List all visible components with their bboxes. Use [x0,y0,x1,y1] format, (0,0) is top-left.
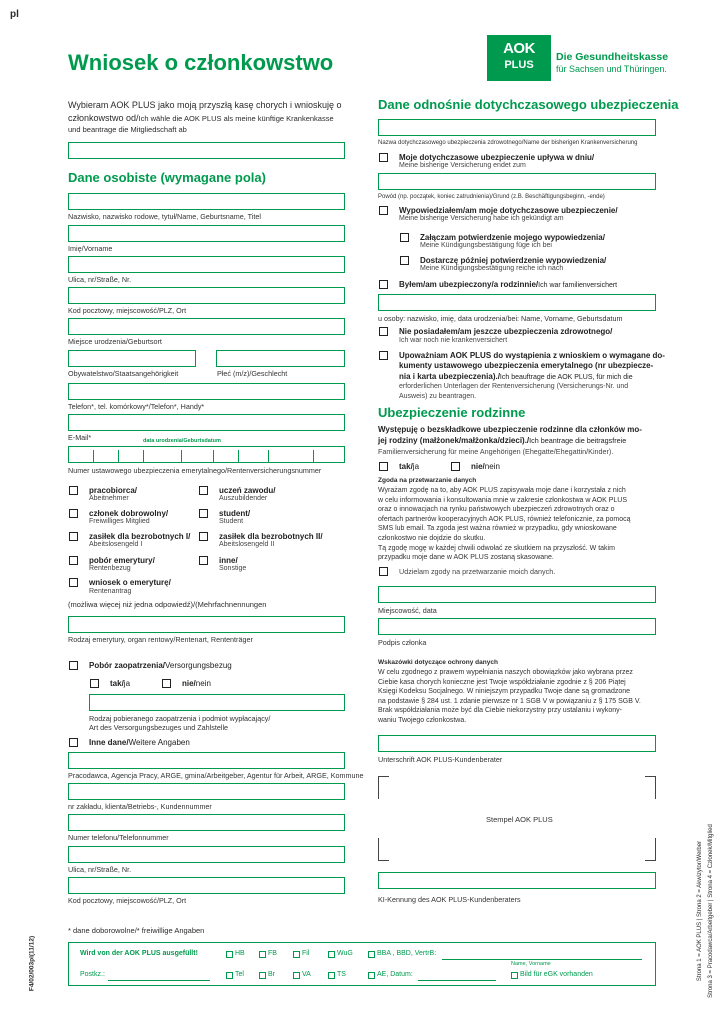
other-data-de: Weitere Angaben [128,738,190,747]
family-question-2 [378,436,626,445]
intro-line-2-pl: członkowstwo od/ [68,113,139,123]
insurance-ends-label: Moje dotychczasowe ubezpieczenie upływa w dniu/ [399,153,595,162]
adviser-signature-label: Unterschrift AOK PLUS-Kundenberater [378,755,503,764]
status-voluntary-sub: Freiwilliges Mitglied [89,518,150,525]
family-insured-field[interactable] [378,294,656,311]
later-confirmation-checkbox[interactable] [400,256,409,265]
never-insured-checkbox[interactable] [379,327,388,336]
pension-org-label: Rodzaj emerytury, organ rentowy/Rentenart, Rententräger [68,635,253,644]
consent-line: członkostwo nie dojdzie do skutku. [378,534,486,542]
status-employee-label: pracobiorca/ [89,486,138,495]
other-data-label [89,738,190,747]
cancelled-label: Wypowiedziałem/am moje dotychczasowe ubezpieczenie/ [399,206,618,215]
authorize-line-2: kumenty ustawowego ubezpieczenia emerytalnego (nr ubezpiecze- [399,361,654,370]
ae-checkbox[interactable] [368,972,375,979]
consent-checkbox-label: Udzielam zgody na przetwarzanie moich danych. [399,567,556,576]
family-insured-pl: Byłem/am ubezpieczony/a rodzinnie/ [399,280,539,289]
status-unemployed-2-label: zasiłek dla bezrobotnych II/ [219,532,323,541]
status-pension-application-label: wniosek o emeryturę/ [89,578,171,587]
street-field[interactable] [68,256,345,273]
first-name-field[interactable] [68,225,345,242]
consent-line: ofertach partnerów kooperacyjnych AOK PLUS, również telefonicznie, za pomocą [378,515,631,523]
status-checkbox-unemployed-2[interactable] [199,532,208,541]
logo-tagline-1: Die Gesundheitskasse [556,51,669,63]
postkz-label: Postkz.: [80,971,105,978]
privacy-line: Księgi Kodeksu Socjalnego. W niniejszym przypadku Twoje dane są gromadzone [378,688,631,696]
support-yes-label [110,679,130,688]
code-hb-checkbox[interactable] [226,951,233,958]
bba-line [442,959,642,960]
family-insured-label [399,280,617,289]
company-number-field[interactable] [68,783,345,800]
code-va-checkbox[interactable] [293,972,300,979]
family-no-checkbox[interactable] [451,462,460,471]
privacy-line: Ciebie kasa chorych konieczne jest Twoje współdziałanie zgodnie z § 206 Piątej [378,678,626,686]
family-no-pl: nie/ [471,462,485,471]
never-insured-label: Nie posiadałem/am jeszcze ubezpieczenia zdrowotnego/ [399,327,613,336]
family-no-de: nein [484,462,500,471]
support-no-de: nein [195,679,211,688]
previous-insurance-label: Nazwa dotychczasowego ubezpieczenia zdrowotnego/Name der bisherigen Krankenversicherung [378,140,638,146]
support-no-pl: nie/ [182,679,196,688]
birthplace-label: Miejsce urodzenia/Geburtsort [68,337,162,346]
gender-field[interactable] [216,350,345,367]
authorize-line-5: Ausweis) zu beantragen. [399,393,477,400]
name-field[interactable] [68,193,345,210]
code-br-checkbox[interactable] [259,972,266,979]
postal-field[interactable] [68,287,345,304]
privacy-line: W celu zgodnego z prawem wypełniania naszych obowiązków jako wybrana przez [378,669,633,676]
form-code: F4/02/003pl(11/12) [28,935,36,992]
street-label: Ulica, nr/Straße, Nr. [68,275,132,284]
ki-label: KI-Kennung des AOK PLUS-Kundenberaters [378,895,521,904]
consent-line: Wyrażam zgodę na to, aby AOK PLUS zapisywała moje dane i korzystała z nich [378,487,626,494]
status-unemployed-1-sub: Abeitslosengeld I [89,541,143,548]
family-no-label [471,462,500,471]
ki-field[interactable] [378,872,656,889]
family-question-2-de: Ich beantrage die beitragsfreie [529,436,627,445]
place-date-label: Miejscowość, data [378,606,437,615]
family-question-3: Familienversicherung für meine Angehörigen (Ehegatte/Ehegattin/Kinder). [378,447,614,456]
code-fb-label: FB [268,950,277,957]
membership-date-field[interactable] [68,142,345,159]
email-label: E-Mail* [68,433,92,442]
status-pension-sub: Rentenbezug [89,565,131,572]
attach-confirmation-sub: Meine Kündigungsbestätigung füge ich bei [420,242,552,249]
adviser-signature-field[interactable] [378,735,656,752]
logo-bottom: PLUS [504,59,534,71]
later-confirmation-label: Dostarczę później potwierdzenie wypowiedzenia/ [420,256,607,265]
employer-label: Pracodawca, Agencja Pracy, ARGE, gmina/Arbeitgeber, Agentur für Arbeit, ARGE, Kommune [68,771,364,780]
bba-checkbox[interactable] [368,951,375,958]
phone-number-field[interactable] [68,814,345,831]
aok-logo [487,35,551,81]
consent-title: Zgoda na przetwarzanie danych [378,477,477,484]
pension-number-dividers [68,446,345,463]
egk-label: Bild für eGK vorhanden [520,971,593,978]
status-apprentice-sub: Auszubildender [219,495,268,502]
company-number-label: nr zakładu, klienta/Betriebs-, Kundennummer [68,802,212,811]
logo-tagline-2: für Sachsen und Thüringen. [556,64,667,74]
citizenship-field[interactable] [68,350,196,367]
family-insured-field-label: u osoby: nazwisko, imię, data urodzenia/bei: Name, Vorname, Geburtsdatum [378,314,623,323]
status-checkbox-pension-application[interactable] [69,578,78,587]
support-yes-pl: tak/ [110,679,124,688]
postal-label: Kod pocztowy, miejscowość/PLZ, Ort [68,306,187,315]
status-apprentice-label: uczeń zawodu/ [219,486,276,495]
copies-note-2: Strona 3 = Pracodawca/Arbeitgeber | Strona 4 = Członek/Mitglied [708,824,714,998]
intro-line-3: und beantrage die Mitgliedschaft ab [68,125,187,134]
previous-insurance-field[interactable] [378,119,656,136]
intro-line-1: Wybieram AOK PLUS jako moją przyszłą kasę chorych i wnioskuję o [68,100,342,110]
status-pension-application-sub: Rentenantrag [89,588,132,595]
first-name-label: Imię/Vorname [68,244,113,253]
later-confirmation-sub: Meine Kündigungsbestätigung reiche ich nach [420,265,564,272]
support-type-field[interactable] [89,694,345,711]
privacy-line: waniu Twojego członkostwa. [378,716,467,724]
office-use-title: Wird von der AOK PLUS ausgefüllt! [80,950,198,957]
postkz-line [108,980,210,981]
reason-field[interactable] [378,173,656,190]
gender-label: Płeć (m/z)/Geschlecht [217,369,288,378]
family-insured-checkbox[interactable] [379,280,388,289]
code-wug-checkbox[interactable] [328,951,335,958]
pension-number-label: Numer ustawowego ubezpieczenia emerytalnego/Rentenversicherungsnummer [68,466,322,475]
code-fil-checkbox[interactable] [293,951,300,958]
code-fil-label: Fil [302,950,310,957]
status-unemployed-1-label: zasiłek dla bezrobotnych I/ [89,532,191,541]
phone-label: Telefon*, tel. komórkowy*/Telefon*, Handy* [68,402,205,411]
support-label-de: Versorgungsbezug [165,661,232,670]
authorize-line-1: Upoważniam AOK PLUS do wystąpienia z wnioskiem o wymagane do- [399,351,665,360]
code-ts-label: TS [337,971,346,978]
postal-2-label: Kod pocztowy, miejscowość/PLZ, Ort [68,896,187,905]
family-question-2-pl: jej rodziny (małżonek/małżonka/dzieci)./ [378,436,530,445]
intro-line-2-de: Ich wähle die AOK PLUS als meine künftige Krankenkasse [138,114,334,123]
family-yes-label [399,462,419,471]
other-data-pl: Inne dane/ [89,738,129,747]
multi-answer-note: (możliwa więcej niż jedna odpowiedź)/(Mehrfachnennungen [68,600,267,609]
support-type-label-2: Art des Versorgungsbezuges und Zahlstelle [89,723,229,732]
code-fb-checkbox[interactable] [259,951,266,958]
code-hb-label: HB [235,950,245,957]
support-type-label-1: Rodzaj pobieranego zaopatrzenia i podmiot wypłacający/ [89,714,271,723]
consent-line: SMS lub email. Ta zgoda jest ważna również w przypadku, gdy wnioskowane [378,525,617,533]
language-tag: pl [10,9,19,20]
ae-label: AE, Datum: [377,971,413,978]
place-date-field[interactable] [378,586,656,603]
family-yes-pl: tak/ [399,462,413,471]
phone-field[interactable] [68,383,345,400]
status-checkbox-other[interactable] [199,556,208,565]
page-title: Wniosek o członkowstwo [68,50,334,75]
consent-line: Tą zgodę mogę w każdej chwili odwołać ze skutkiem na przyszłość. W takim [378,544,615,552]
insurance-heading: Dane odnośnie dotychczasowego ubezpieczenia [378,97,679,112]
support-label [89,661,232,670]
birthplace-field[interactable] [68,318,345,335]
family-insurance-heading: Ubezpieczenie rodzinne [378,405,526,420]
egk-checkbox[interactable] [511,972,518,979]
status-other-sub: Sonstige [219,565,247,572]
family-yes-checkbox[interactable] [379,462,388,471]
status-student-label: student/ [219,509,251,518]
support-no-label [182,679,211,688]
status-checkbox-unemployed-1[interactable] [69,532,78,541]
name-vorname-label: Name, Vorname [511,961,551,967]
status-checkbox-student[interactable] [199,509,208,518]
privacy-line: Brak współdziałania może być dla Ciebie niekorzystny przy ustalaniu i wykony- [378,707,622,715]
support-yes-checkbox[interactable] [90,679,99,688]
consent-line: w celu informowania i konsultowania mnie w zakresie członkostwa w AOK PLUS [378,496,627,504]
email-field[interactable] [68,414,345,431]
code-ts-checkbox[interactable] [328,972,335,979]
insurance-ends-sub: Meine bisherige Versicherung endet zum [399,162,526,169]
status-voluntary-label: członek dobrowolny/ [89,509,169,518]
ae-line [418,980,496,981]
consent-line: oraz o innowacjach na rynku państwowych ubezpieczeń zdrowotnych oraz o [378,506,615,514]
status-checkbox-apprentice[interactable] [199,486,208,495]
signature-label: Podpis członka [378,638,427,647]
stamp-label: Stempel AOK PLUS [486,815,553,824]
postal-2-field[interactable] [68,877,345,894]
status-pension-label: pobór emerytury/ [89,556,155,565]
code-tel-checkbox[interactable] [226,972,233,979]
status-checkbox-pension[interactable] [69,556,78,565]
never-insured-sub: Ich war noch nie krankenversichert [399,337,508,344]
code-br-label: Br [268,971,275,978]
other-data-checkbox[interactable] [69,738,78,747]
authorize-line-3-pl: nia i karta ubezpieczenia)./ [399,372,500,381]
insurance-ends-checkbox[interactable] [379,153,388,162]
cancelled-sub: Meine bisherige Versicherung habe ich gekündigt am [399,215,564,222]
status-student-sub: Student [219,518,244,525]
family-question-1: Występuję o bezskładkowe ubezpieczenie rodzinne dla członków mo- [378,425,642,434]
intro-line-2 [68,113,334,123]
privacy-title: Wskazówki dotyczące ochrony danych [378,659,498,666]
authorize-line-3 [399,372,633,381]
citizenship-label: Obywatelstwo/Staatsangehörigkeit [68,369,179,378]
personal-data-heading: Dane osobiste (wymagane pola) [68,170,266,185]
signature-field[interactable] [378,618,656,635]
family-insured-de: Ich war familienversichert [538,282,618,289]
pension-org-field[interactable] [68,616,345,633]
phone-number-label: Numer telefonu/Telefonnummer [68,833,169,842]
privacy-text [378,668,663,726]
copies-note-1: Strona 1 = AOK PLUS | Strona 2 = Akwizytor/Werber [697,840,703,982]
support-label-pl: Pobór zaopatrzenia/ [89,661,166,670]
family-yes-de: ja [412,462,420,471]
consent-text [378,486,663,563]
consent-line: przypadku moje dane w AOK PLUS zostaną skasowane. [378,554,554,562]
status-other-label: inne/ [219,556,238,565]
authorize-line-3-de: Ich beauftrage die AOK PLUS, für mich die [499,374,633,381]
authorize-line-4: erforderlichen Unterlagen der Rentenversicherung (Versicherungs-Nr. und [399,383,629,390]
logo-top: AOK [503,40,535,57]
support-no-checkbox[interactable] [162,679,171,688]
employer-field[interactable] [68,752,345,769]
code-tel-label: Tel [235,971,244,978]
authorize-checkbox[interactable] [379,351,388,360]
status-checkbox-employee[interactable] [69,486,78,495]
name-label: Nazwisko, nazwisko rodowe, tytuł/Name, Geburtsname, Titel [68,212,261,221]
street-2-label: Ulica, nr/Straße, Nr. [68,865,132,874]
code-va-label: VA [302,971,311,978]
dob-hint: data urodzenia/Geburtsdatum [143,438,221,444]
code-wug-label: WuG [337,950,353,957]
privacy-line: na podstawie § 284 ust. 1 zdanie pierwsze nr 1 SGB V w powiązaniu z § 175 SGB V. [378,697,641,705]
footnote: * dane doborowolne/* freiwillige Angaben [68,926,205,935]
status-checkbox-voluntary[interactable] [69,509,78,518]
attach-confirmation-label: Załączam potwierdzenie mojego wypowiedzenia/ [420,233,605,242]
street-2-field[interactable] [68,846,345,863]
status-employee-sub: Abeitnehmer [89,495,129,502]
reason-label: Powód (np. początek, koniec zatrudnienia)/Grund (z.B. Beschäftigungsbeginn, -ende) [378,194,605,200]
cancelled-checkbox[interactable] [379,206,388,215]
consent-checkbox[interactable] [379,567,388,576]
status-unemployed-2-sub: Abeitslosengeld II [219,541,275,548]
support-checkbox[interactable] [69,661,78,670]
attach-confirmation-checkbox[interactable] [400,233,409,242]
support-yes-de: ja [123,679,131,688]
bba-label: BBA , BBD, VertrB: [377,950,437,957]
